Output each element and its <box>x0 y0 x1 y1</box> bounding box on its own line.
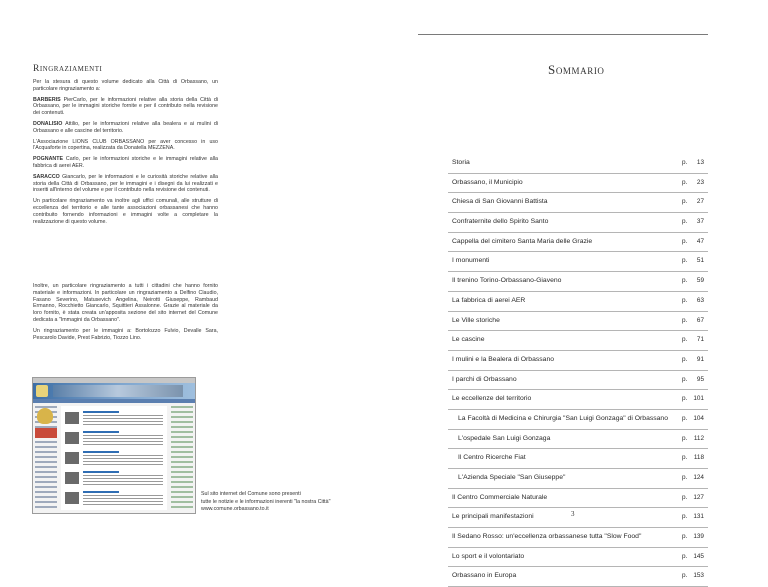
citizens-thanks: Inoltre, un particolare ringraziamento a tutti i cittadini che hanno fornito materiale e informazioni. In particolare un ringraziamento a Delfino Claudio, Fasano Severino, Matusevich Angelina, Neirotti Giuseppe, Rambaud Ermanno, Rocchietto Giancarlo, Squittieri Assalonne. Grazie al materiale da loro fornito, è stata creata un'apposita sezione del sito internet del Comune dedicata a "Immagini da Orbassano". <box>33 283 218 323</box>
toc-entry <box>448 233 708 253</box>
toc-entry-title: Le Ville storiche <box>452 316 500 324</box>
toc-entry <box>448 193 708 213</box>
toc-page-prefix: p. <box>682 552 688 560</box>
toc-entry-title: L'ospedale San Luigi Gonzaga <box>458 434 551 442</box>
caption-line: Sul sito internet del Comune sono presenti <box>201 491 301 497</box>
toc-entry-title: Orbassano, il Municipio <box>452 178 523 186</box>
acknowledgement-item <box>33 97 218 117</box>
website-screenshot-image <box>32 377 196 514</box>
toc-page-prefix: p. <box>682 414 688 422</box>
acknowledgements-list <box>33 97 218 226</box>
toc-entry-title: Confraternite dello Spirito Santo <box>452 218 549 226</box>
toc-page-number: 59 <box>696 277 704 285</box>
toc-entry <box>448 272 708 292</box>
toc-page-number: 71 <box>696 336 704 344</box>
acknowledgement-name: SARACCO <box>33 173 60 180</box>
toc-entry <box>448 508 708 528</box>
toc-entry <box>448 213 708 233</box>
toc-page-prefix: p. <box>682 375 688 383</box>
toc-page-number: 37 <box>696 218 704 226</box>
toc-entry-title: I mulini e la Bealera di Orbassano <box>452 355 555 363</box>
toc-page-number: 112 <box>693 434 704 442</box>
screenshot-caption <box>201 491 361 514</box>
toc-page-prefix: p. <box>682 257 688 265</box>
toc-page-number: 101 <box>693 395 704 403</box>
toc-entry <box>448 548 708 568</box>
image-credits: Un ringraziamento per le immagini a: Bortolozzo Fulvio, Devalle Sara, Pescarolo Davide, Prest Fabrizio, Tiozzo Lino. <box>33 327 218 341</box>
acknowledgements-extra <box>33 283 218 345</box>
acknowledgement-name: POGNANTE <box>33 156 64 163</box>
toc-page-prefix: p. <box>682 178 688 186</box>
acknowledgement-item <box>33 156 218 170</box>
toc-entry <box>448 469 708 489</box>
toc-page-number: 95 <box>696 375 704 383</box>
toc-entry <box>448 430 708 450</box>
toc-page-number: 145 <box>693 552 704 560</box>
toc-page-number: 27 <box>696 198 704 206</box>
toc-entry <box>448 292 708 312</box>
acknowledgements-section <box>33 64 218 229</box>
toc-page-number: 51 <box>696 257 704 265</box>
toc-page-prefix: p. <box>682 296 688 304</box>
acknowledgement-text: Giancarlo, per le informazioni e le curiosità storiche relative alla storia della Città di Orbassano, per le immagini e i disegni da lui realizzati e inseriti all'interno del volume e per il contributo nella revisione dei contenuti. <box>33 173 218 194</box>
toc-page-number: 127 <box>693 493 704 501</box>
toc-entry <box>448 489 708 509</box>
toc-entry-title: Le cascine <box>452 336 485 344</box>
acknowledgement-item <box>33 174 218 194</box>
toc-page-prefix: p. <box>682 474 688 481</box>
toc-entry-title: L'Azienda Speciale "San Giuseppe" <box>458 474 566 481</box>
toc-page-prefix: p. <box>682 198 688 206</box>
toc-page-number: 91 <box>696 355 704 363</box>
toc-page-number: 139 <box>693 533 704 541</box>
acknowledgement-text: Un particolare ringraziamento va inoltre agli uffici comunali, alle strutture di eccellenza del territorio e alle tante associazioni orbassanesi che hanno contribuito fornendo informazioni e immagini volte a completare la realizzazione di questo volume. <box>33 198 218 225</box>
toc-page-number: 131 <box>693 513 704 521</box>
toc-page-number: 67 <box>696 316 704 324</box>
toc-page-prefix: p. <box>682 454 688 462</box>
acknowledgements-intro: Per la stesura di questo volume dedicato alla Città di Orbassano, un particolare ringraziamento a: <box>33 79 218 92</box>
page-number: 3 <box>571 510 575 518</box>
toc-entry-title: Lo sport e il volontariato <box>452 552 525 560</box>
toc-page-prefix: p. <box>682 277 688 285</box>
acknowledgement-name: DONALISIO <box>33 120 63 127</box>
summary-heading: Sommario <box>548 62 605 77</box>
toc-entry <box>448 331 708 351</box>
toc-entry-title: La Facoltà di Medicina e Chirurgia "San Luigi Gonzaga" di Orbassano <box>458 414 668 422</box>
caption-url: www.comune.orbassano.to.it <box>201 506 269 512</box>
caption-line: tutte le notizie e le informazioni inerenti "la nostra Città" <box>201 498 331 505</box>
toc-page-prefix: p. <box>682 572 688 580</box>
toc-entry <box>448 528 708 548</box>
toc-page-number: 13 <box>696 159 704 166</box>
toc-entry <box>448 154 708 174</box>
toc-page-prefix: p. <box>682 355 688 363</box>
toc-page-prefix: p. <box>682 159 688 166</box>
toc-page-prefix: p. <box>682 336 688 344</box>
acknowledgement-item <box>33 198 218 225</box>
toc-entry-title: Le eccellenze del territorio <box>452 395 532 403</box>
table-of-contents <box>448 154 708 587</box>
acknowledgement-text: Attilio, per le informazioni relative alla bealera e ai mulini di Orbassano e alle cascine del territorio. <box>33 120 218 134</box>
toc-page-number: 124 <box>693 474 704 481</box>
toc-page-number: 118 <box>693 454 704 462</box>
toc-entry <box>448 390 708 410</box>
toc-page-prefix: p. <box>682 434 688 442</box>
toc-entry-title: Il Centro Ricerche Fiat <box>458 454 526 462</box>
toc-page-prefix: p. <box>682 316 688 324</box>
toc-entry <box>448 410 708 430</box>
toc-page-prefix: p. <box>682 395 688 403</box>
toc-entry-title: Il Sedano Rosso: un'eccellenza orbassanese tutta "Slow Food" <box>452 533 642 541</box>
acknowledgement-text: L'Associazione LIONS CLUB ORBASSANO per aver concesso in uso l'Acquaforte in copertina, realizzata da Donatella MEZZENA. <box>33 138 218 152</box>
top-rule <box>418 34 708 35</box>
toc-entry <box>448 567 708 587</box>
toc-entry-title: La fabbrica di aerei AER <box>452 296 526 304</box>
toc-page-prefix: p. <box>682 533 688 541</box>
toc-page-number: 63 <box>696 296 704 304</box>
toc-entry-title: I monumenti <box>452 257 490 265</box>
toc-page-number: 104 <box>693 414 704 422</box>
toc-page-number: 47 <box>696 237 704 245</box>
acknowledgement-text: PierCarlo, per le informazioni relative alla storia della Città di Orbassano, per le immagini storiche fornite e per il contributo nella revisione dei contenuti. <box>33 96 218 117</box>
toc-page-prefix: p. <box>682 513 688 521</box>
toc-entry-title: Il Centro Commerciale Naturale <box>452 493 548 501</box>
toc-page-prefix: p. <box>682 237 688 245</box>
toc-entry-title: Chiesa di San Giovanni Battista <box>452 198 548 206</box>
toc-entry-title: Storia <box>452 159 470 166</box>
toc-page-number: 153 <box>693 572 704 580</box>
acknowledgement-item <box>33 139 218 153</box>
toc-page-prefix: p. <box>682 493 688 501</box>
acknowledgement-text: Carlo, per le informazioni storiche e le immagini relative alla fabbrica di aerei AER. <box>33 156 218 169</box>
acknowledgements-heading: Ringraziamenti <box>33 64 103 74</box>
toc-entry <box>448 312 708 332</box>
toc-entry <box>448 351 708 371</box>
toc-entry-title: Orbassano in Europa <box>452 572 517 580</box>
acknowledgement-item <box>33 121 218 135</box>
toc-entry-title: Le principali manifestazioni <box>452 513 534 521</box>
toc-entry-title: I parchi di Orbassano <box>452 375 517 383</box>
toc-entry-title: Cappella del cimitero Santa Maria delle Grazie <box>452 237 593 245</box>
toc-entry <box>448 449 708 469</box>
acknowledgement-name: BARBERIS <box>33 96 61 103</box>
toc-entry <box>448 252 708 272</box>
toc-page-number: 23 <box>696 178 704 186</box>
toc-entry <box>448 174 708 194</box>
toc-page-prefix: p. <box>682 218 688 226</box>
toc-entry-title: Il trenino Torino-Orbassano-Giaveno <box>452 277 562 285</box>
toc-entry <box>448 371 708 391</box>
